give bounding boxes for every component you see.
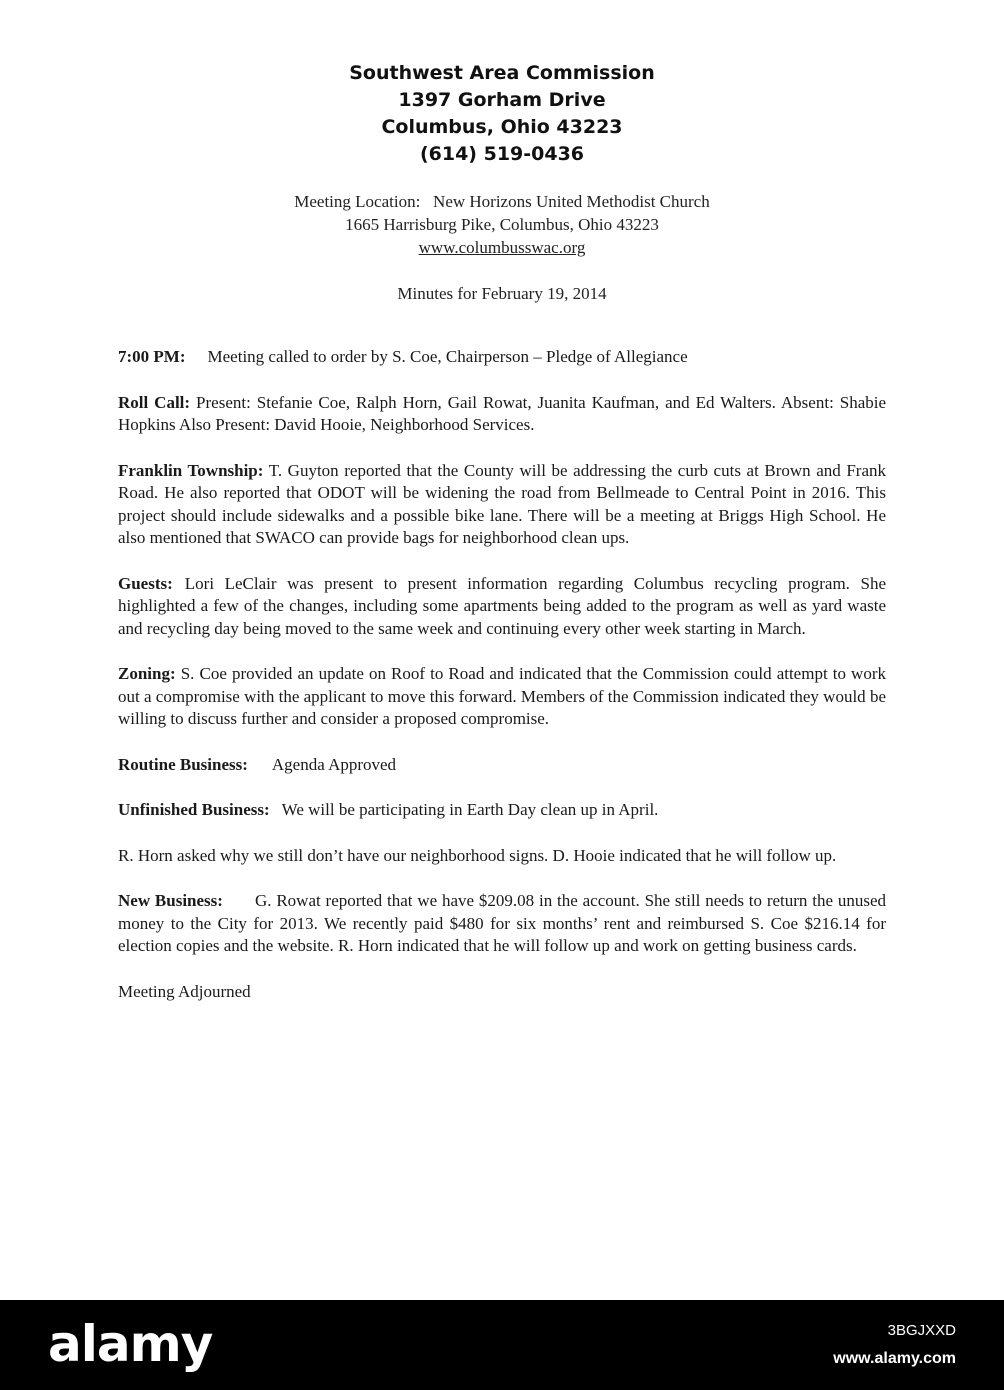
guests-label: Guests: [118, 573, 173, 593]
unfinished-text: We will be participating in Earth Day clean up in April. [281, 800, 659, 819]
neighborhood-signs: R. Horn asked why we still don’t have our neighborhood signs. D. Hooie indicated that he will follow up. [118, 845, 837, 865]
call-text: Meeting called to order by S. Coe, Chairperson – Pledge of Allegiance [207, 347, 688, 366]
minutes-title: Minutes for February 19, 2014 [397, 284, 607, 303]
new-business-label: New Business: [118, 891, 223, 910]
call-to-order [118, 346, 886, 369]
zoning-label: Zoning: [118, 664, 176, 683]
unfinished-business [118, 799, 886, 822]
routine-label: Routine Business: [118, 754, 248, 774]
new-business-text: G. Rowat reported that we have $209.08 in the account. She still needs to return the unused money to the City for 2013. We recently paid $480 for six months’ rent and reimbursed S. Coe $216.14 for election copies and the website. R. Horn indicated that he will follow up and work on getting business cards. [118, 891, 887, 955]
location-line-1: Meeting Location: New Horizons United Methodist Church [294, 192, 710, 211]
alamy-logo: alamy [48, 1315, 213, 1373]
roll-label: Roll Call: [118, 392, 191, 412]
call-label: 7:00 PM: [118, 347, 186, 366]
routine-business [118, 754, 886, 777]
location-line-2: 1665 Harrisburg Pike, Columbus, Ohio 43223 [345, 215, 659, 234]
franklin-township [118, 460, 886, 550]
watermark-site: www.alamy.com [833, 1350, 956, 1367]
image-id: 3BGJXXD [887, 1322, 956, 1339]
letterhead [0, 60, 1004, 168]
franklin-label: Franklin Township: [118, 460, 264, 480]
org-address: 1397 Gorham Drive [398, 89, 606, 111]
org-phone: (614) 519-0436 [419, 143, 585, 165]
unfinished-label: Unfinished Business: [118, 800, 270, 819]
org-city: Columbus, Ohio 43223 [381, 116, 623, 138]
guests-text: Lori LeClair was present to present information regarding Columbus recycling program. She highlighted a few of the changes, including some apartments being added to the program as well as yard waste and recycling day being moved to the same week and continuing every other week starting in March. [118, 573, 886, 638]
meeting-adjourned: Meeting Adjourned [118, 981, 251, 1001]
roll-text: Present: Stefanie Coe, Ralph Horn, Gail Rowat, Juanita Kaufman, and Ed Walters. Absent: Shabie Hopkins Also Present: David Hooie, Neighborhood Services. [118, 392, 887, 434]
franklin-text: T. Guyton reported that the County will be addressing the curb cuts at Brown and Frank Road. He also reported that ODOT will be widening the road from Bellmeade to Central Point in 2016. This project should include sidewalks and a possible bike lane. There will be a meeting at Briggs High School. He also mentioned that SWACO can provide bags for neighborhood clean ups. [118, 460, 887, 547]
new-business [118, 890, 886, 958]
zoning-text: S. Coe provided an update on Roof to Road and indicated that the Commission could attempt to work out a compromise with the applicant to move this forward. Members of the Commission indicated they would be willing to discuss further and consider a proposed compromise. [118, 664, 886, 728]
routine-text: Agenda Approved [271, 754, 397, 774]
roll-call [118, 392, 886, 437]
zoning [118, 663, 886, 731]
org-name: Southwest Area Commission [349, 62, 655, 84]
website-link[interactable]: www.columbusswac.org [418, 238, 586, 257]
guests [118, 573, 886, 641]
watermark-bar [0, 1300, 1004, 1390]
minutes-body [118, 346, 886, 1026]
meeting-location [0, 190, 1004, 259]
